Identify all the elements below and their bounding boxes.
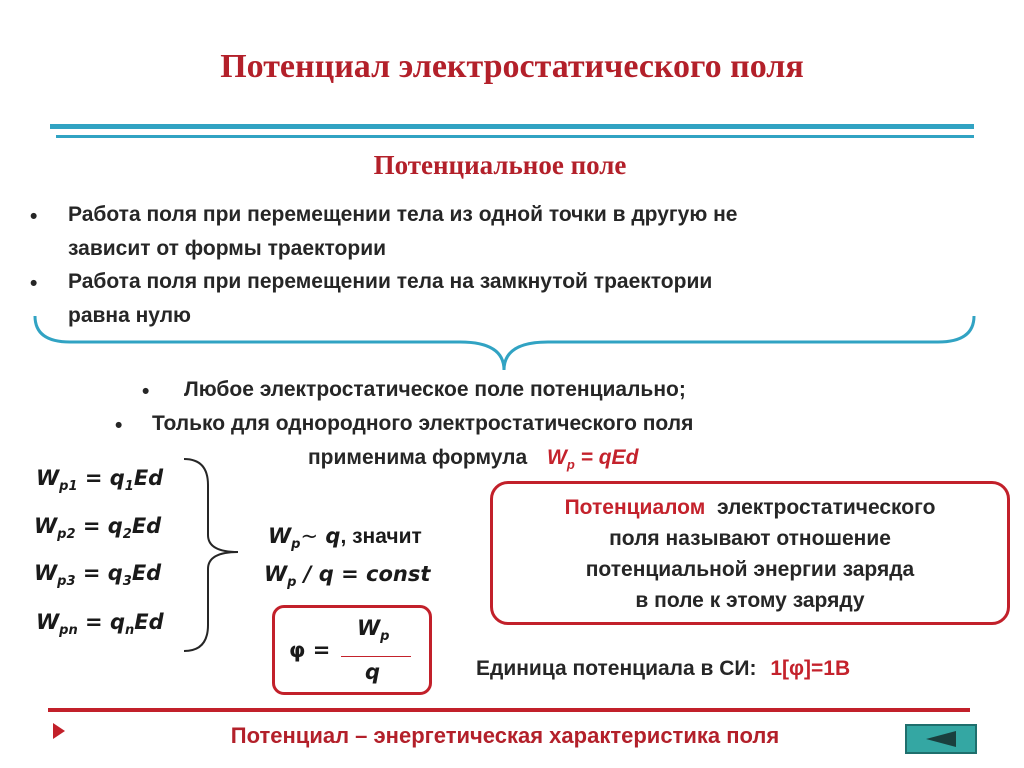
formula-qsub: 2 bbox=[122, 527, 132, 542]
formula-tail: Ed bbox=[131, 561, 162, 585]
prop-sym: ~ bbox=[300, 524, 319, 548]
phi-formula-box bbox=[272, 605, 432, 695]
formula-W: W bbox=[34, 514, 58, 538]
bullet-marker-4: • bbox=[115, 414, 123, 437]
formula-sub: p1 bbox=[59, 479, 78, 494]
formula-tail: Ed bbox=[133, 466, 164, 490]
bullet-text-1-line2: зависит от формы траектории bbox=[68, 237, 387, 260]
title-rule-top bbox=[50, 124, 974, 129]
formula-eq: = q bbox=[75, 561, 123, 585]
const-W: W bbox=[264, 562, 288, 586]
formula-qsub: 3 bbox=[122, 574, 132, 589]
formula-eq: = q bbox=[77, 610, 125, 634]
formula-eq: = q bbox=[75, 514, 123, 538]
definition-box bbox=[490, 481, 1010, 625]
bullet-text-3: Любое электростатическое поле потенциально; bbox=[184, 378, 686, 401]
page-title: Потенциал электростатического поля bbox=[220, 48, 804, 85]
const-rest: / q = const bbox=[296, 562, 431, 586]
fraction-line bbox=[341, 656, 411, 657]
formula-proportional bbox=[268, 524, 422, 552]
definition-line1-rest: электростатического bbox=[705, 496, 936, 519]
formula-eq: = q bbox=[77, 466, 125, 490]
unit-row bbox=[476, 652, 850, 686]
phi-denominator: q bbox=[365, 660, 381, 684]
bullet-text-4: Только для однородного электростатического поля bbox=[152, 412, 694, 435]
title-rule-bottom bbox=[56, 135, 974, 138]
formula-wp2 bbox=[34, 514, 161, 542]
definition-line1 bbox=[493, 492, 1007, 523]
formula-wp-rest: = qEd bbox=[574, 446, 639, 469]
formula-W: W bbox=[34, 561, 58, 585]
const-sub: p bbox=[287, 575, 297, 590]
bullet-marker-3: • bbox=[142, 380, 150, 403]
phi-num-sub: p bbox=[380, 629, 390, 644]
prop-sub: p bbox=[291, 537, 301, 552]
formula-sub: p3 bbox=[57, 574, 76, 589]
formula-wp3 bbox=[34, 561, 161, 589]
back-arrow-icon bbox=[924, 730, 958, 748]
unit-value: 1[φ]=1В bbox=[770, 657, 851, 680]
curly-brace-horizontal bbox=[30, 312, 980, 374]
footer-rule bbox=[48, 708, 970, 712]
phi-numerator bbox=[357, 616, 389, 644]
formula-sub: p2 bbox=[57, 527, 76, 542]
definition-highlight: Потенциалом bbox=[564, 496, 706, 519]
formula-wp-W: W bbox=[547, 446, 567, 469]
formula-qsub: n bbox=[124, 623, 135, 638]
formula-W: W bbox=[36, 610, 60, 634]
formula-W: W bbox=[36, 466, 60, 490]
formula-tail: Ed bbox=[131, 514, 162, 538]
formula-tail: Ed bbox=[134, 610, 164, 634]
definition-line2: поля называют отношение bbox=[609, 527, 891, 550]
footer-text: Потенциал – энергетическая характеристика поля bbox=[230, 723, 780, 748]
definition-line3: потенциальной энергии заряда bbox=[585, 558, 915, 581]
formula-wp-sub: p bbox=[566, 457, 575, 473]
formula-sub: pn bbox=[59, 623, 78, 638]
bullet-marker-2: • bbox=[30, 272, 38, 295]
bullet-text-1-line1: Работа поля при перемещении тела из одной точки в другую не bbox=[68, 203, 738, 226]
formula-const bbox=[264, 562, 430, 590]
section-subtitle: Потенциальное поле bbox=[373, 150, 627, 180]
prop-comma: , значит bbox=[340, 525, 422, 548]
curly-brace-vertical bbox=[180, 455, 244, 655]
bullet-marker-1: • bbox=[30, 205, 38, 228]
applicable-text: применима формула bbox=[308, 446, 528, 469]
applicable-text-row bbox=[308, 441, 768, 482]
bullet-text-2-line1: Работа поля при перемещении тела на замкнутой траектории bbox=[68, 270, 713, 293]
bullet-text-1 bbox=[68, 198, 1008, 266]
phi-label: φ = bbox=[289, 638, 331, 662]
formula-qsub: 1 bbox=[124, 479, 134, 494]
prop-q: q bbox=[318, 524, 341, 548]
formula-wp-qed bbox=[547, 446, 639, 473]
unit-label: Единица потенциала в СИ: bbox=[476, 657, 757, 680]
phi-num-W: W bbox=[357, 616, 381, 640]
definition-line4: в поле к этому заряду bbox=[635, 589, 865, 612]
back-nav-button[interactable] bbox=[905, 724, 977, 754]
formula-wpn bbox=[36, 610, 164, 638]
formula-wp1 bbox=[36, 466, 163, 494]
bullet-text-2-line2: равна нулю bbox=[68, 304, 191, 327]
prop-W: W bbox=[268, 524, 292, 548]
